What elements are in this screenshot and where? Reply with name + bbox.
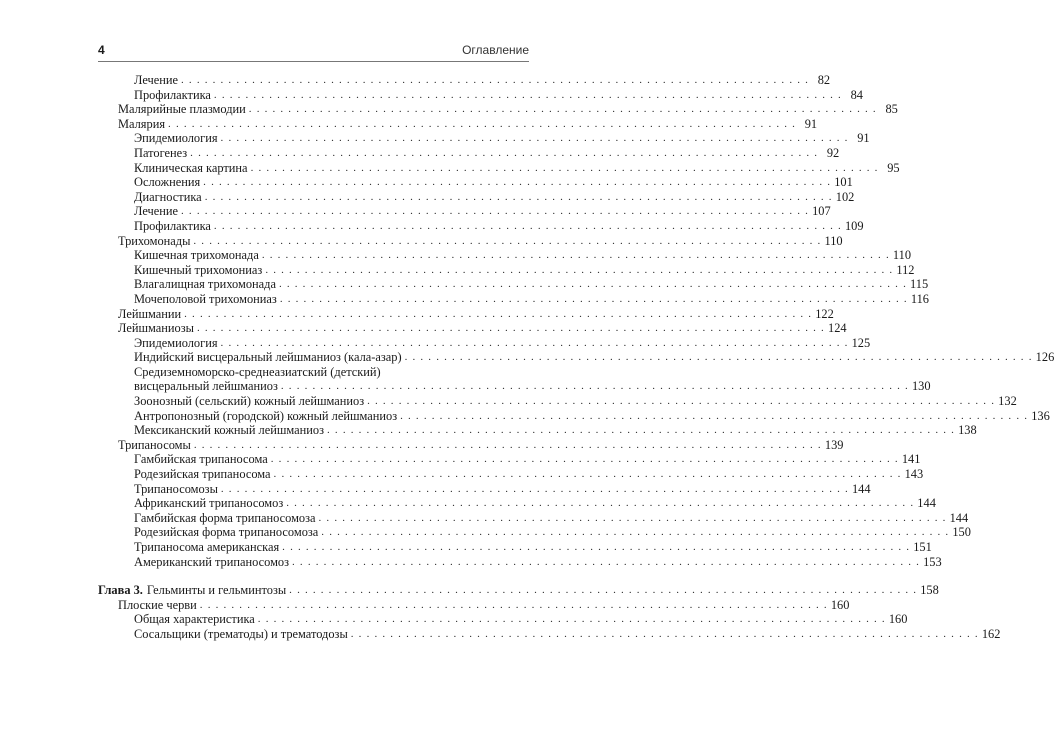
entry-title-text: Лейшмании: [118, 306, 182, 321]
dot-leader: . . . . . . . . . . . . . . . . . . . . . . . . . . . . . . . . . . . . . . . . . . . . . . . . . . . . . . . . . . . . . . . . . . . . . . . . . . . . . . . .: [282, 541, 911, 553]
toc-subsection-entry[interactable]: [134, 335, 871, 351]
entry-page-number: 136: [1031, 408, 1050, 423]
entry-title-text: Трихомонады: [118, 233, 191, 248]
entry-title: [134, 467, 271, 482]
entry-page-number: 102: [835, 189, 855, 204]
entry-page-number: 151: [913, 540, 932, 554]
entry-title-text: Кишечная трихомонада: [134, 248, 259, 263]
toc-subsection-entry[interactable]: [134, 73, 831, 88]
entry-page-number: 153: [923, 554, 942, 569]
entry-title: [134, 146, 187, 161]
entry-page-number: 109: [844, 218, 864, 233]
entry-page-number: 144: [851, 481, 871, 496]
entry-title-text: Профилактика: [134, 218, 211, 233]
entry-page-number: 144: [949, 510, 969, 525]
entry-page-number: 91: [857, 131, 870, 146]
entry-page-number: 125: [851, 335, 871, 350]
entry-title-text: Плоские черви: [118, 597, 197, 612]
entry-page-number: 141: [901, 452, 921, 467]
toc-subsection-entry[interactable]: [134, 525, 971, 540]
entry-title: [134, 88, 211, 103]
dot-leader: . . . . . . . . . . . . . . . . . . . . . . . . . . . . . . . . . . . . . . . . . . . . . . . . . . . . . . . . . . . . . . . . . . . . . . . . . . . . . . . .: [181, 205, 810, 218]
entry-title-text: Индийский висцеральный лейшманиоз (кала-азар): [134, 350, 402, 365]
entry-title-text: Мочеполовой трихомониаз: [134, 291, 277, 306]
toc-subsection-entry[interactable]: [134, 554, 942, 570]
entry-title-text: Средиземноморско-среднеазиатский (детский): [134, 364, 381, 379]
toc-subsection-entry[interactable]: [134, 131, 870, 146]
toc-subsection-entry[interactable]: [134, 510, 969, 526]
entry-title-text: Сосальщики (трематоды) и трематодозы: [134, 626, 348, 641]
dot-leader: . . . . . . . . . . . . . . . . . . . . . . . . . . . . . . . . . . . . . . . . . . . . . . . . . . . . . . . . . . . . . . . . . . . . . . . . . . . . . . . .: [220, 482, 849, 495]
entry-title: [118, 307, 181, 322]
entry-title: [134, 482, 218, 497]
toc-subsection-entry[interactable]: [134, 160, 900, 176]
toc-subsection-entry[interactable]: [134, 423, 977, 438]
entry-title-text: Африканский трипаносомоз: [134, 496, 284, 511]
entry-title-text: Малярия: [118, 116, 166, 131]
entry-title: [134, 511, 316, 526]
dot-leader: . . . . . . . . . . . . . . . . . . . . . . . . . . . . . . . . . . . . . . . . . . . . . . . . . . . . . . . . . . . . . . . . . . . . . . . . . . . . . . . .: [168, 117, 797, 130]
dot-leader: . . . . . . . . . . . . . . . . . . . . . . . . . . . . . . . . . . . . . . . . . . . . . . . . . . . . . . . . . . . . . . . . . . . . . . . . . . . . . . . .: [278, 278, 908, 291]
entry-title: [134, 175, 200, 190]
toc-subsection-entry[interactable]: [134, 626, 1001, 642]
dot-leader: . . . . . . . . . . . . . . . . . . . . . . . . . . . . . . . . . . . . . . . . . . . . . . . . . . . . . . . . . . . . . . . . . . . . . . . . . . . . . . . .: [318, 511, 947, 524]
dot-leader: . . . . . . . . . . . . . . . . . . . . . . . . . . . . . . . . . . . . . . . . . . . . . . . . . . . . . . . . . . . . . . . . . . . . . . . . . . . . . . . .: [321, 526, 950, 539]
entry-title: [134, 452, 268, 467]
entry-title-text: Патогенез: [134, 145, 188, 160]
dot-leader: . . . . . . . . . . . . . . . . . . . . . . . . . . . . . . . . . . . . . . . . . . . . . . . . . . . . . . . . . . . . . . . . . . . . . . . . . . . . . . . .: [220, 336, 849, 349]
entry-title-text: Трипаносомозы: [134, 481, 218, 496]
entry-title-text: Диагностика: [134, 189, 202, 204]
entry-title-text: Родезийская трипаносома: [134, 467, 271, 482]
running-header: [98, 43, 529, 59]
entry-page-number: 115: [910, 277, 929, 292]
entry-page-number: 143: [904, 467, 924, 482]
entry-title: [134, 379, 278, 394]
dot-leader: . . . . . . . . . . . . . . . . . . . . . . . . . . . . . . . . . . . . . . . . . . . . . . . . . . . . . . . . . . . . . . . . . . . . . . . . . . . . . . . .: [213, 88, 842, 101]
toc-subsection-entry[interactable]: [134, 467, 924, 482]
entry-page-number: 95: [887, 160, 900, 175]
dot-leader: . . . . . . . . . . . . . . . . . . . . . . . . . . . . . . . . . . . . . . . . . . . . . . . . . . . . . . . . . . . . . . . . . . . . . . . . . . . . . . . .: [248, 103, 877, 116]
toc-subsection-entry[interactable]: [134, 189, 855, 205]
entry-title-text: Лечение: [134, 73, 179, 87]
entry-page-number: 101: [834, 175, 853, 190]
dot-leader: . . . . . . . . . . . . . . . . . . . . . . . . . . . . . . . . . . . . . . . . . . . . . . . . . . . . . . . . . . . . . . . . . . . . . . . . . . . . . . . .: [213, 219, 842, 232]
entry-page-number: 162: [981, 626, 1001, 641]
dot-leader: . . . . . . . . . . . . . . . . . . . . . . . . . . . . . . . . . . . . . . . . . . . . . . . . . . . . . . . . . . . . . . . . . . . . . . . . . . . . . . . .: [292, 555, 921, 568]
entry-title-text: Лечение: [134, 204, 179, 219]
entry-title-text: Эпидемиология: [134, 131, 218, 146]
entry-title-text: Трипаносомы: [118, 437, 191, 452]
entry-title-text: Кишечный трихомониаз: [134, 262, 263, 277]
entry-page-number: 110: [824, 233, 843, 248]
toc-subsection-entry[interactable]: [134, 394, 1017, 409]
entry-title-text: Профилактика: [134, 87, 211, 102]
toc-section-entry[interactable]: [118, 102, 898, 117]
entry-page-number: 116: [910, 291, 930, 306]
toc-section-entry[interactable]: [118, 116, 818, 132]
entry-title: [134, 409, 397, 424]
dot-leader: . . . . . . . . . . . . . . . . . . . . . . . . . . . . . . . . . . . . . . . . . . . . . . . . . . . . . . . . . . . . . . . . . . . . . . . . . . . . . . . .: [184, 307, 813, 320]
entry-title: [134, 336, 218, 351]
entry-title: [134, 219, 211, 234]
entry-page-number: 130: [911, 379, 931, 394]
entry-page-number: 139: [824, 437, 844, 452]
entry-title: [134, 190, 202, 205]
toc-subsection-entry[interactable]: [134, 612, 908, 627]
entry-title: [134, 263, 262, 278]
entry-page-number: 82: [817, 73, 831, 87]
entry-page-number: 158: [920, 583, 939, 598]
entry-title: [118, 117, 165, 132]
entry-title: [118, 234, 190, 249]
toc-subsection-entry[interactable]: [134, 496, 936, 511]
dot-leader: . . . . . . . . . . . . . . . . . . . . . . . . . . . . . . . . . . . . . . . . . . . . . . . . . . . . . . . . . . . . . . . . . . . . . . . . . . . . . . . .: [367, 395, 996, 408]
entry-title: [118, 102, 246, 117]
entry-page-number: 160: [888, 612, 908, 627]
entry-title: [134, 365, 381, 380]
toc-section-entry[interactable]: [118, 321, 847, 336]
entry-title: [134, 350, 402, 365]
entry-page-number: 92: [826, 145, 840, 160]
dot-leader: . . . . . . . . . . . . . . . . . . . . . . . . . . . . . . . . . . . . . . . . . . . . . . . . . . . . . . . . . . . . . . . . . . . . . . . . . . . . . . . .: [279, 292, 908, 305]
entry-page-number: 126: [1035, 350, 1054, 365]
dot-leader: . . . . . . . . . . . . . . . . . . . . . . . . . . . . . . . . . . . . . . . . . . . . . . . . . . . . . . . . . . . . . . . . . . . . . . . . . . . . . . . .: [196, 322, 825, 335]
dot-leader: . . . . . . . . . . . . . . . . . . . . . . . . . . . . . . . . . . . . . . . . . . . . . . . . . . . . . . . . . . . . . . . . . . . . . . . . . . . . . . . .: [350, 627, 979, 640]
entry-title: [98, 583, 286, 598]
toc-subsection-entry[interactable]: [134, 248, 912, 263]
entry-title-text: Мексиканский кожный лейшманиоз: [134, 423, 325, 438]
dot-leader: . . . . . . . . . . . . . . . . . . . . . . . . . . . . . . . . . . . . . . . . . . . . . . . . . . . . . . . . . . . . . . . . . . . . . . . . . . . . . . . .: [250, 161, 879, 174]
entry-title: [134, 131, 218, 146]
toc-subsection-entry[interactable]: [134, 87, 863, 103]
toc-subsection-entry[interactable]: [134, 350, 1054, 365]
entry-title: [118, 598, 197, 613]
entry-title-text: Зоонозный (сельский) кожный лейшманиоз: [134, 394, 365, 409]
dot-leader: . . . . . . . . . . . . . . . . . . . . . . . . . . . . . . . . . . . . . . . . . . . . . . . . . . . . . . . . . . . . . . . . . . . . . . . . . . . . . . . .: [280, 380, 909, 393]
entry-page-number: 91: [804, 116, 818, 131]
entry-title-text: Трипаносома американская: [134, 540, 280, 554]
dot-leader: . . . . . . . . . . . . . . . . . . . . . . . . . . . . . . . . . . . . . . . . . . . . . . . . . . . . . . . . . . . . . . . . . . . . . . . . . . . . . . . .: [273, 468, 902, 481]
dot-leader: . . . . . . . . . . . . . . . . . . . . . . . . . . . . . . . . . . . . . . . . . . . . . . . . . . . . . . . . . . . . . . . . . . . . . . . . . . . . . . . .: [220, 132, 849, 145]
toc-subsection-entry[interactable]: [134, 204, 831, 219]
entry-title: [134, 555, 289, 570]
toc-subsection-entry[interactable]: [134, 540, 932, 555]
entry-title-text: Гамбийская трипаносома: [134, 452, 268, 467]
dot-leader: . . . . . . . . . . . . . . . . . . . . . . . . . . . . . . . . . . . . . . . . . . . . . . . . . . . . . . . . . . . . . . . . . . . . . . . . . . . . . . . .: [327, 424, 956, 437]
dot-leader: . . . . . . . . . . . . . . . . . . . . . . . . . . . . . . . . . . . . . . . . . . . . . . . . . . . . . . . . . . . . . . . . . . . . . . . . . . . . . . . .: [203, 176, 832, 189]
entry-title-text: Эпидемиология: [134, 335, 218, 350]
dot-leader: . . . . . . . . . . . . . . . . . . . . . . . . . . . . . . . . . . . . . . . . . . . . . . . . . . . . . . . . . . . . . . . . . . . . . . . . . . . . . . . .: [261, 249, 890, 262]
dot-leader: . . . . . . . . . . . . . . . . . . . . . . . . . . . . . . . . . . . . . . . . . . . . . . . . . . . . . . . . . . . . . . . . . . . . . . . . . . . . . . . .: [286, 497, 915, 510]
toc-subsection-entry[interactable]: [134, 365, 524, 380]
toc-subsection-entry[interactable]: [134, 277, 929, 292]
entry-title-text: Общая характеристика: [134, 612, 255, 627]
entry-title: [134, 627, 348, 642]
toc-section-entry[interactable]: [118, 233, 843, 249]
toc-subsection-entry[interactable]: [134, 408, 1050, 424]
dot-leader: . . . . . . . . . . . . . . . . . . . . . . . . . . . . . . . . . . . . . . . . . . . . . . . . . . . . . . . . . . . . . . . . . . . . . . . . . . . . . . . .: [265, 263, 894, 276]
entry-title: [134, 161, 248, 176]
dot-leader: . . . . . . . . . . . . . . . . . . . . . . . . . . . . . . . . . . . . . . . . . . . . . . . . . . . . . . . . . . . . . . . . . . . . . . . . . . . . . . . .: [204, 190, 833, 203]
dot-leader: . . . . . . . . . . . . . . . . . . . . . . . . . . . . . . . . . . . . . . . . . . . . . . . . . . . . . . . . . . . . . . . . . . . . . . . . . . . . . . . .: [404, 351, 1033, 364]
dot-leader: . . . . . . . . . . . . . . . . . . . . . . . . . . . . . . . . . . . . . . . . . . . . . . . . . . . . . . . . . . . . . . . . . . . . . . . . . . . . . . . .: [190, 146, 819, 159]
entry-page-number: 112: [896, 262, 915, 277]
entry-title: [134, 248, 259, 263]
dot-leader: . . . . . . . . . . . . . . . . . . . . . . . . . . . . . . . . . . . . . . . . . . . . . . . . . . . . . . . . . . . . . . . . . . . . . . . . . . . . . . . .: [257, 613, 886, 626]
entry-title: [134, 394, 364, 409]
entry-title: [134, 612, 255, 627]
entry-title: [134, 292, 277, 307]
entry-title-text: Влагалищная трихомонада: [134, 277, 276, 292]
running-title: Оглавление: [462, 43, 529, 57]
entry-title: [134, 277, 276, 292]
entry-page-number: 144: [917, 496, 936, 511]
entry-title: [134, 73, 178, 88]
entry-page-number: 122: [815, 306, 834, 321]
entry-page-number: 84: [850, 87, 863, 102]
toc-section-entry[interactable]: [118, 437, 844, 453]
toc-subsection-entry[interactable]: [134, 145, 840, 161]
toc-subsection-entry[interactable]: [134, 175, 853, 190]
dot-leader: . . . . . . . . . . . . . . . . . . . . . . . . . . . . . . . . . . . . . . . . . . . . . . . . . . . . . . . . . . . . . . . . . . . . . . . . . . . . . . . .: [199, 598, 828, 611]
entry-title-text: висцеральный лейшманиоз: [134, 379, 278, 394]
entry-page-number: 124: [828, 321, 847, 336]
entry-page-number: 85: [885, 102, 898, 117]
toc-chapter-entry[interactable]: [98, 583, 939, 598]
entry-title-text: Гамбийская форма трипаносомоза: [134, 510, 316, 525]
entry-title-text: Лейшманиозы: [118, 321, 194, 336]
entry-title-text: Американский трипаносомоз: [134, 554, 290, 569]
dot-leader: . . . . . . . . . . . . . . . . . . . . . . . . . . . . . . . . . . . . . . . . . . . . . . . . . . . . . . . . . . . . . . . . . . . . . . . . . . . . . . . .: [181, 74, 810, 86]
table-of-contents: [0, 73, 1054, 642]
entry-title: [134, 540, 279, 555]
dot-leader: . . . . . . . . . . . . . . . . . . . . . . . . . . . . . . . . . . . . . . . . . . . . . . . . . . . . . . . . . . . . . . . . . . . . . . . . . . . . . . . .: [193, 234, 822, 247]
dot-leader: . . . . . . . . . . . . . . . . . . . . . . . . . . . . . . . . . . . . . . . . . . . . . . . . . . . . . . . . . . . . . . . . . . . . . . . . . . . . . . . .: [270, 453, 899, 466]
entry-title: [118, 438, 191, 453]
entry-page-number: 150: [952, 525, 971, 540]
entry-title: [134, 496, 283, 511]
entry-title: [134, 423, 324, 438]
entry-title: [118, 321, 194, 336]
dot-leader: . . . . . . . . . . . . . . . . . . . . . . . . . . . . . . . . . . . . . . . . . . . . . . . . . . . . . . . . . . . . . . . . . . . . . . . . . . . . . . . .: [193, 438, 822, 451]
page-number: 4: [98, 43, 105, 57]
toc-subsection-entry[interactable]: [134, 218, 864, 234]
entry-title-text: Малярийные плазмодии: [118, 102, 246, 117]
toc-subsection-entry[interactable]: [134, 452, 921, 467]
toc-subsection-entry[interactable]: [134, 262, 915, 278]
toc-section-entry[interactable]: [118, 306, 834, 322]
toc-subsection-entry[interactable]: [134, 481, 871, 497]
entry-title-text: Гельминты и гельминтозы: [146, 583, 287, 598]
entry-title: [134, 525, 318, 540]
toc-subsection-entry[interactable]: [134, 379, 931, 394]
entry-title-text: Клиническая картина: [134, 160, 248, 175]
entry-page-number: 160: [830, 597, 850, 612]
entry-title: [134, 204, 178, 219]
entry-page-number: 107: [812, 204, 831, 219]
chapter-prefix: Глава 3.: [98, 583, 143, 598]
entry-title-text: Осложнения: [134, 175, 201, 190]
entry-page-number: 138: [958, 423, 977, 438]
dot-leader: . . . . . . . . . . . . . . . . . . . . . . . . . . . . . . . . . . . . . . . . . . . . . . . . . . . . . . . . . . . . . . . . . . . . . . . . . . . . . . . .: [289, 584, 918, 597]
entry-page-number: 132: [998, 394, 1017, 409]
entry-page-number: 110: [892, 248, 912, 263]
header-rule: [98, 61, 529, 62]
toc-subsection-entry[interactable]: [134, 291, 930, 307]
entry-title-text: Антропонозный (городской) кожный лейшманиоз: [134, 408, 398, 423]
entry-title-text: Родезийская форма трипаносомоза: [134, 525, 319, 540]
toc-section-entry[interactable]: [118, 597, 850, 613]
dot-leader: . . . . . . . . . . . . . . . . . . . . . . . . . . . . . . . . . . . . . . . . . . . . . . . . . . . . . . . . . . . . . . . . . . . . . . . . . . . . . . . .: [400, 409, 1029, 422]
